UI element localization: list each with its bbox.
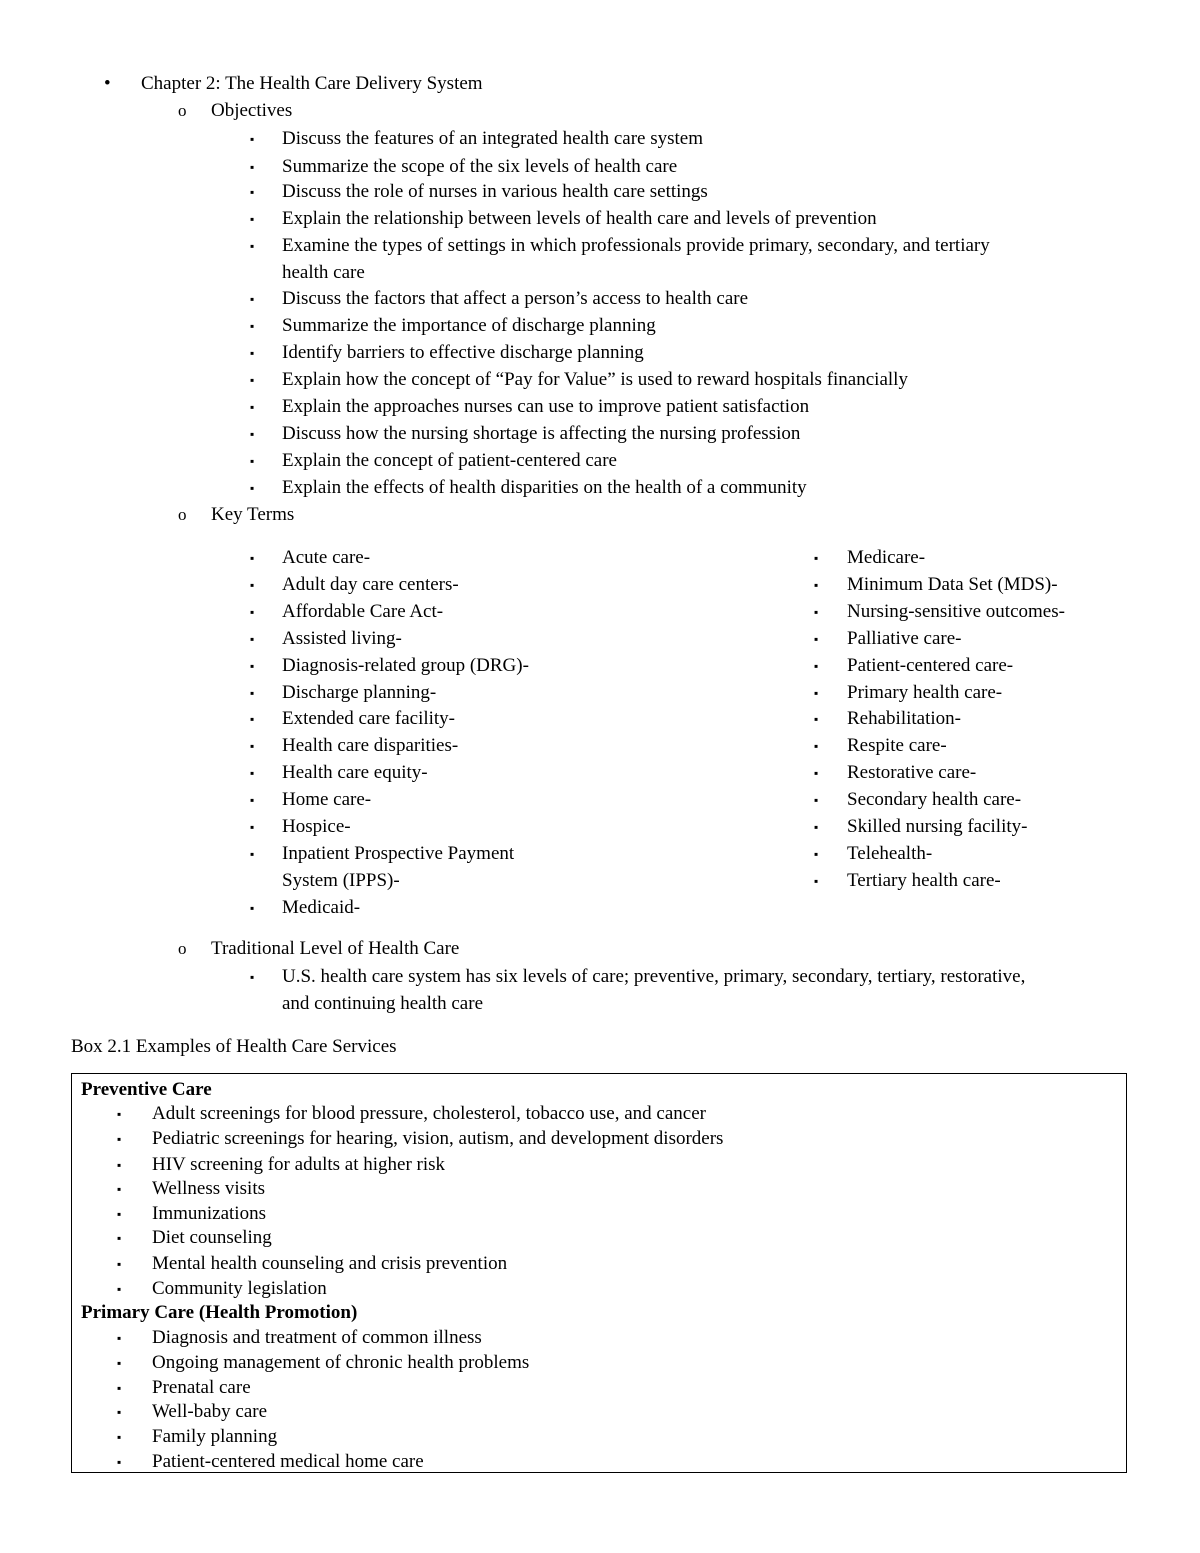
key-term: Health care disparities- (282, 735, 459, 756)
list-bullet: ▪ (250, 686, 255, 700)
list-bullet: ▪ (250, 319, 255, 333)
key-term: Telehealth- (847, 843, 933, 864)
key-term: Patient-centered care- (847, 655, 1014, 676)
list-bullet: ▪ (250, 847, 255, 861)
key-term: Diagnosis-related group (DRG)- (282, 655, 529, 676)
list-bullet: ▪ (117, 1257, 122, 1271)
list-bullet: ▪ (814, 739, 819, 753)
list-bullet: ▪ (250, 346, 255, 360)
list-bullet: ▪ (117, 1455, 122, 1469)
key-term: Adult day care centers- (282, 574, 459, 595)
traditional-heading: Traditional Level of Health Care (211, 938, 460, 959)
key-term: Hospice- (282, 816, 351, 837)
key-term: Respite care- (847, 735, 947, 756)
objective-item: Discuss the factors that affect a person’s access to health care (282, 288, 749, 309)
objective-item: Discuss the features of an integrated health care system (282, 128, 704, 149)
list-bullet: ▪ (250, 212, 255, 226)
list-bullet: ▪ (250, 132, 255, 146)
primary-item: Patient-centered medical home care (152, 1451, 424, 1472)
list-bullet: ▪ (250, 239, 255, 253)
key-term: Nursing-sensitive outcomes- (847, 601, 1065, 622)
objective-item: Explain the approaches nurses can use to improve patient satisfaction (282, 396, 810, 417)
list-bullet: ▪ (117, 1132, 122, 1146)
objective-item: Discuss how the nursing shortage is affecting the nursing profession (282, 423, 801, 444)
key-term: Skilled nursing facility- (847, 816, 1028, 837)
list-bullet: ▪ (117, 1231, 122, 1245)
primary-item: Well-baby care (152, 1401, 268, 1422)
key-term: Acute care- (282, 547, 371, 568)
list-bullet: ▪ (814, 659, 819, 673)
list-bullet: ▪ (814, 712, 819, 726)
list-bullet: ▪ (814, 874, 819, 888)
key-term: Medicaid- (282, 897, 361, 918)
list-bullet: ▪ (117, 1282, 122, 1296)
objectives-heading: Objectives (211, 100, 293, 121)
list-bullet: ▪ (250, 292, 255, 306)
key-term: Discharge planning- (282, 682, 437, 703)
objective-item: Explain the concept of patient-centered care (282, 450, 617, 471)
list-bullet: ▪ (814, 578, 819, 592)
list-bullet: ▪ (117, 1381, 122, 1395)
list-bullet: ▪ (250, 373, 255, 387)
objective-item: Identify barriers to effective discharge planning (282, 342, 644, 363)
traditional-bullet: o (178, 939, 187, 958)
list-bullet: ▪ (117, 1158, 122, 1172)
objective-item: Summarize the importance of discharge planning (282, 315, 656, 336)
key-term: Assisted living- (282, 628, 402, 649)
key-term: Health care equity- (282, 762, 428, 783)
objectives-bullet: o (178, 101, 187, 120)
key-term: Secondary health care- (847, 789, 1022, 810)
chapter-bullet: • (104, 73, 111, 94)
list-bullet: ▪ (250, 481, 255, 495)
list-bullet: ▪ (250, 605, 255, 619)
list-bullet: ▪ (117, 1430, 122, 1444)
key-term: Restorative care- (847, 762, 977, 783)
list-bullet: ▪ (250, 901, 255, 915)
list-bullet: ▪ (250, 400, 255, 414)
chapter-title: Chapter 2: The Health Care Delivery System (141, 73, 483, 94)
list-bullet: ▪ (117, 1182, 122, 1196)
list-bullet: ▪ (250, 712, 255, 726)
list-bullet: ▪ (250, 427, 255, 441)
list-bullet: ▪ (117, 1207, 122, 1221)
key-terms-heading: Key Terms (211, 504, 295, 525)
key-term: Medicare- (847, 547, 926, 568)
key-term: Primary health care- (847, 682, 1003, 703)
list-bullet: ▪ (814, 605, 819, 619)
list-bullet: ▪ (250, 820, 255, 834)
list-bullet: ▪ (814, 793, 819, 807)
key-term: Minimum Data Set (MDS)- (847, 574, 1058, 595)
objective-item: Explain the effects of health disparities on the health of a community (282, 477, 807, 498)
list-bullet: ▪ (117, 1356, 122, 1370)
list-bullet: ▪ (814, 551, 819, 565)
list-bullet: ▪ (814, 820, 819, 834)
preventive-item: Pediatric screenings for hearing, vision, autism, and development disorders (152, 1128, 724, 1149)
objective-item-continued: health care (282, 262, 365, 283)
key-term: Home care- (282, 789, 372, 810)
list-bullet: ▪ (250, 659, 255, 673)
list-bullet: ▪ (117, 1405, 122, 1419)
list-bullet: ▪ (117, 1331, 122, 1345)
key-term: Rehabilitation- (847, 708, 961, 729)
key-term: Palliative care- (847, 628, 962, 649)
objective-item: Explain the relationship between levels of health care and levels of prevention (282, 208, 877, 229)
list-bullet: ▪ (814, 766, 819, 780)
preventive-item: Mental health counseling and crisis prevention (152, 1253, 508, 1274)
list-bullet: ▪ (250, 632, 255, 646)
primary-item: Ongoing management of chronic health problems (152, 1352, 530, 1373)
list-bullet: ▪ (250, 739, 255, 753)
list-bullet: ▪ (250, 970, 255, 984)
list-bullet: ▪ (250, 551, 255, 565)
primary-item: Family planning (152, 1426, 278, 1447)
traditional-item-continued: and continuing health care (282, 993, 484, 1014)
list-bullet: ▪ (250, 454, 255, 468)
list-bullet: ▪ (814, 632, 819, 646)
primary-care-heading: Primary Care (Health Promotion) (81, 1302, 358, 1323)
key-term: Inpatient Prospective Payment (282, 843, 515, 864)
key-term: Extended care facility- (282, 708, 456, 729)
objective-item: Summarize the scope of the six levels of health care (282, 156, 678, 177)
list-bullet: ▪ (250, 793, 255, 807)
key-term: Affordable Care Act- (282, 601, 444, 622)
key-terms-bullet: o (178, 505, 187, 524)
preventive-item: Wellness visits (152, 1178, 265, 1199)
objective-item: Discuss the role of nurses in various health care settings (282, 181, 708, 202)
key-term-continued: System (IPPS)- (282, 870, 400, 891)
primary-item: Diagnosis and treatment of common illness (152, 1327, 482, 1348)
traditional-item: U.S. health care system has six levels of care; preventive, primary, secondary, tertiary, restorative, (282, 966, 1026, 987)
list-bullet: ▪ (117, 1107, 122, 1121)
list-bullet: ▪ (250, 578, 255, 592)
objective-item: Explain how the concept of “Pay for Value” is used to reward hospitals financially (282, 369, 908, 390)
box-caption: Box 2.1 Examples of Health Care Services (71, 1036, 397, 1057)
list-bullet: ▪ (814, 686, 819, 700)
preventive-item: Adult screenings for blood pressure, cholesterol, tobacco use, and cancer (152, 1103, 706, 1124)
preventive-care-heading: Preventive Care (81, 1079, 212, 1100)
preventive-item: Diet counseling (152, 1227, 272, 1248)
objective-item: Examine the types of settings in which professionals provide primary, secondary, and tertiary (282, 235, 990, 256)
list-bullet: ▪ (250, 160, 255, 174)
key-term: Tertiary health care- (847, 870, 1001, 891)
list-bullet: ▪ (814, 847, 819, 861)
list-bullet: ▪ (250, 766, 255, 780)
preventive-item: HIV screening for adults at higher risk (152, 1154, 446, 1175)
preventive-item: Immunizations (152, 1203, 266, 1224)
preventive-item: Community legislation (152, 1278, 327, 1299)
primary-item: Prenatal care (152, 1377, 251, 1398)
list-bullet: ▪ (250, 185, 255, 199)
